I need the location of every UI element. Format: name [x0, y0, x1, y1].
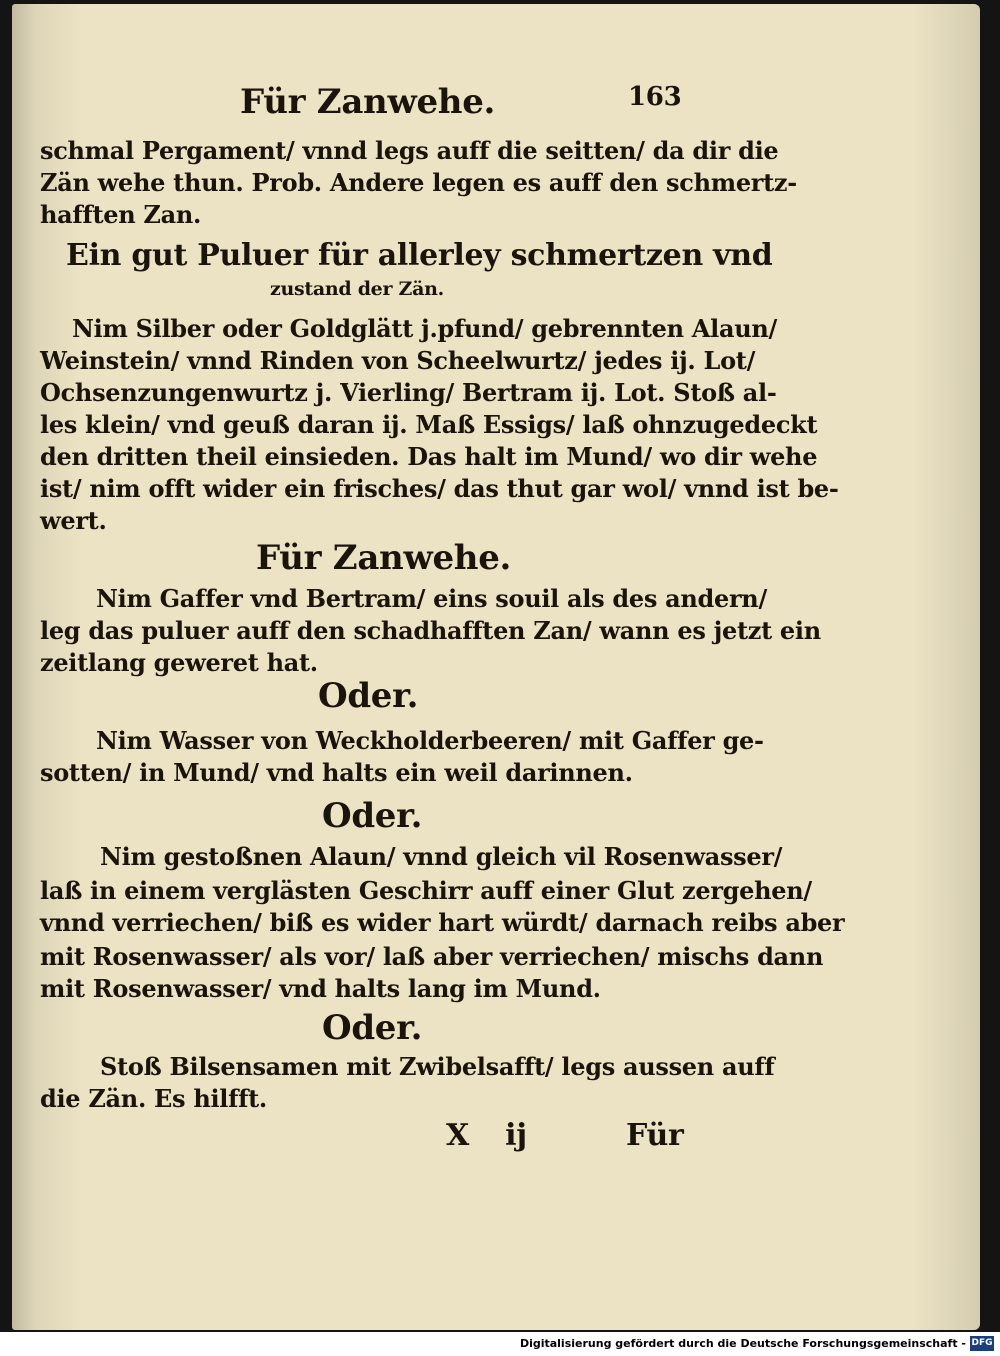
text-line: mit Rosenwasser/ vnd halts lang im Mund. [40, 974, 601, 1003]
text-line: vnnd verriechen/ biß es wider hart würdt/ darnach reibs aber [40, 908, 845, 937]
text-line: den dritten theil einsieden. Das halt im Mund/ wo dir wehe [40, 442, 818, 471]
text-line: Nim Silber oder Goldglätt j.pfund/ gebrennten Alaun/ [72, 314, 777, 343]
footer-bar [0, 1332, 1000, 1356]
text-line: laß in einem verglästen Geschirr auff einer Glut zergehen/ [40, 876, 812, 905]
footer-credit: Digitalisierung gefördert durch die Deutsche Forschungsgemeinschaft - [519, 1337, 966, 1350]
text-line: Zän wehe thun. Prob. Andere legen es auff den schmertz- [40, 168, 797, 197]
text-line: mit Rosenwasser/ als vor/ laß aber verriechen/ mischs dann [40, 942, 824, 971]
section-heading: Oder. [322, 1008, 423, 1048]
section-subheading: zustand der Zän. [270, 278, 444, 300]
text-line: Nim gestoßnen Alaun/ vnnd gleich vil Rosenwasser/ [100, 842, 783, 871]
text-line: hafften Zan. [40, 200, 202, 229]
text-line: Ochsenzungenwurtz j. Vierling/ Bertram ij. Lot. Stoß al- [40, 378, 777, 407]
running-title: Für Zanwehe. [240, 82, 496, 122]
section-heading: Oder. [318, 676, 419, 716]
signature-mark: X ij [446, 1118, 527, 1153]
text-line: wert. [40, 506, 107, 535]
text-line: Weinstein/ vnnd Rinden von Scheelwurtz/ jedes ij. Lot/ [40, 346, 756, 375]
section-heading: Ein gut Puluer für allerley schmertzen vnd [66, 238, 773, 273]
text-line: Stoß Bilsensamen mit Zwibelsafft/ legs aussen auff [100, 1052, 775, 1081]
text-line: leg das puluer auff den schadhafften Zan/ wann es jetzt ein [40, 616, 821, 645]
text-line: Nim Gaffer vnd Bertram/ eins souil als des andern/ [96, 584, 767, 613]
text-line: die Zän. Es hilfft. [40, 1084, 267, 1113]
text-line: sotten/ in Mund/ vnd halts ein weil darinnen. [40, 758, 633, 787]
dfg-logo-icon: DFG [970, 1336, 994, 1351]
text-line: Nim Wasser von Weckholderbeeren/ mit Gaffer ge- [96, 726, 764, 755]
text-line: zeitlang geweret hat. [40, 648, 318, 677]
page-number: 163 [628, 82, 682, 112]
section-heading: Oder. [322, 796, 423, 836]
catchword: Für [626, 1118, 684, 1153]
section-heading: Für Zanwehe. [256, 538, 512, 578]
text-line: les klein/ vnd geuß daran ij. Maß Essigs/ laß ohnzugedeckt [40, 410, 818, 439]
text-line: schmal Pergament/ vnnd legs auff die seitten/ da dir die [40, 136, 779, 165]
text-line: ist/ nim offt wider ein frisches/ das thut gar wol/ vnnd ist be- [40, 474, 839, 503]
